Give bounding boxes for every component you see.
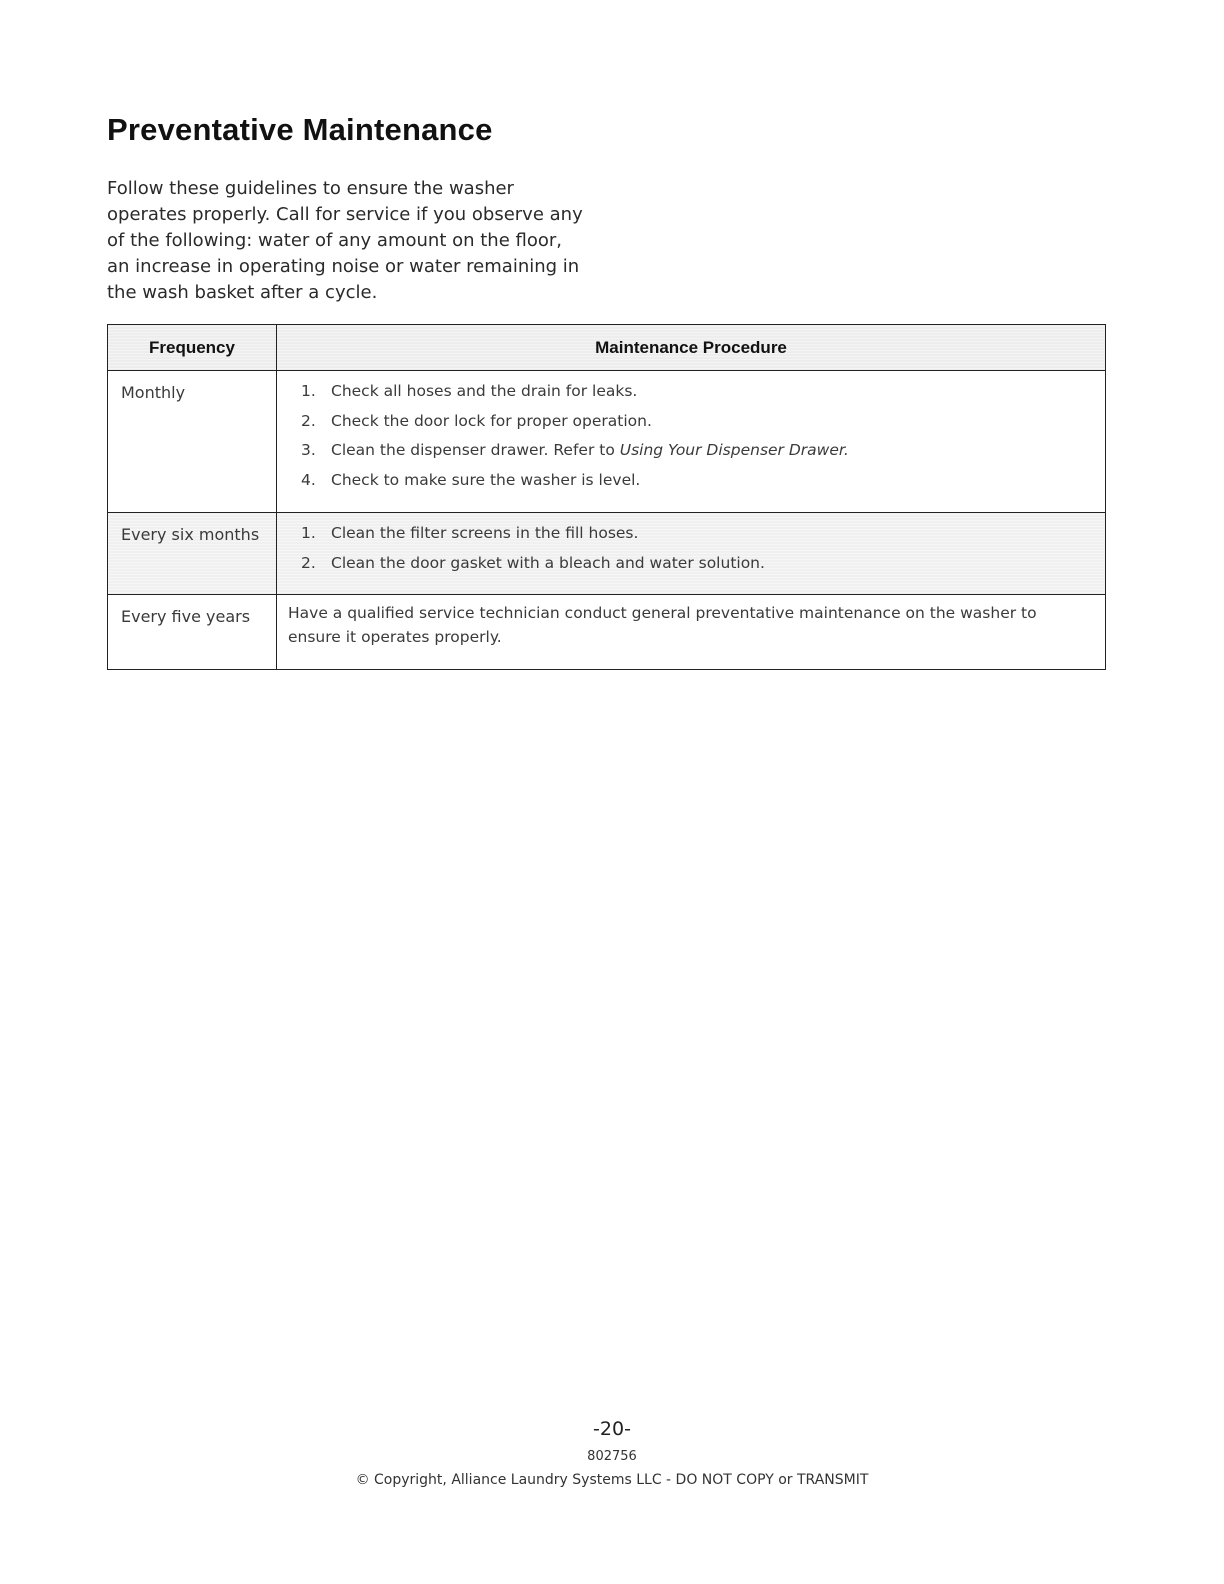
procedure-cell: Have a qualified service technician conduct general preventative maintenance on the washer to ensure it operates properly.: [277, 595, 1106, 670]
procedure-step: [301, 466, 1095, 496]
header-frequency: Frequency: [108, 325, 277, 371]
procedure-step: [301, 519, 1095, 549]
intro-line: an increase in operating noise or water remaining in: [107, 256, 580, 277]
procedure-step: [301, 407, 1095, 437]
procedure-list: [301, 519, 1095, 578]
frequency-cell: Every five years: [108, 595, 277, 670]
table-row: [108, 595, 1106, 670]
step-text: Clean the door gasket with a bleach and water solution.: [331, 553, 765, 572]
step-number: 4.: [301, 470, 316, 489]
document-number: 802756: [587, 1449, 637, 1464]
procedure-cell: [277, 513, 1106, 595]
copyright-notice: © Copyright, Alliance Laundry Systems LLC - DO NOT COPY or TRANSMIT: [355, 1472, 869, 1488]
step-number: 1.: [301, 382, 316, 400]
intro-line: operates properly. Call for service if you observe any: [107, 204, 583, 225]
frequency-cell: Every six months: [108, 513, 277, 595]
step-number: 1.: [301, 524, 316, 542]
table-row: [108, 371, 1106, 513]
frequency-cell: Monthly: [108, 371, 277, 513]
procedure-step: [301, 549, 1095, 579]
intro-line: of the following: water of any amount on the floor,: [107, 230, 562, 251]
step-number: 3.: [301, 441, 316, 459]
intro-line: the wash basket after a cycle.: [107, 282, 378, 303]
step-number: 2.: [301, 411, 316, 430]
maintenance-table: [107, 324, 1106, 670]
step-text: Clean the dispenser drawer. Refer to: [331, 441, 620, 459]
page-title: Preventative Maintenance: [107, 112, 493, 147]
table-row: [108, 513, 1106, 595]
procedure-list: [301, 377, 1095, 495]
intro-line: Follow these guidelines to ensure the washer: [107, 178, 514, 199]
step-text: Check to make sure the washer is level.: [331, 470, 641, 489]
procedure-step: [301, 436, 1095, 466]
step-text: Clean the filter screens in the fill hoses.: [331, 524, 639, 542]
page-number: -20-: [593, 1418, 631, 1440]
step-text: Check the door lock for proper operation.: [331, 411, 652, 430]
procedure-step: [301, 377, 1095, 407]
step-number: 2.: [301, 553, 316, 572]
step-text: Check all hoses and the drain for leaks.: [331, 382, 638, 400]
intro-paragraph: [107, 176, 597, 306]
procedure-cell: [277, 371, 1106, 513]
header-maintenance-procedure: Maintenance Procedure: [277, 325, 1106, 371]
section-reference: Using Your Dispenser Drawer.: [619, 441, 849, 459]
table-header-row: [108, 325, 1106, 371]
